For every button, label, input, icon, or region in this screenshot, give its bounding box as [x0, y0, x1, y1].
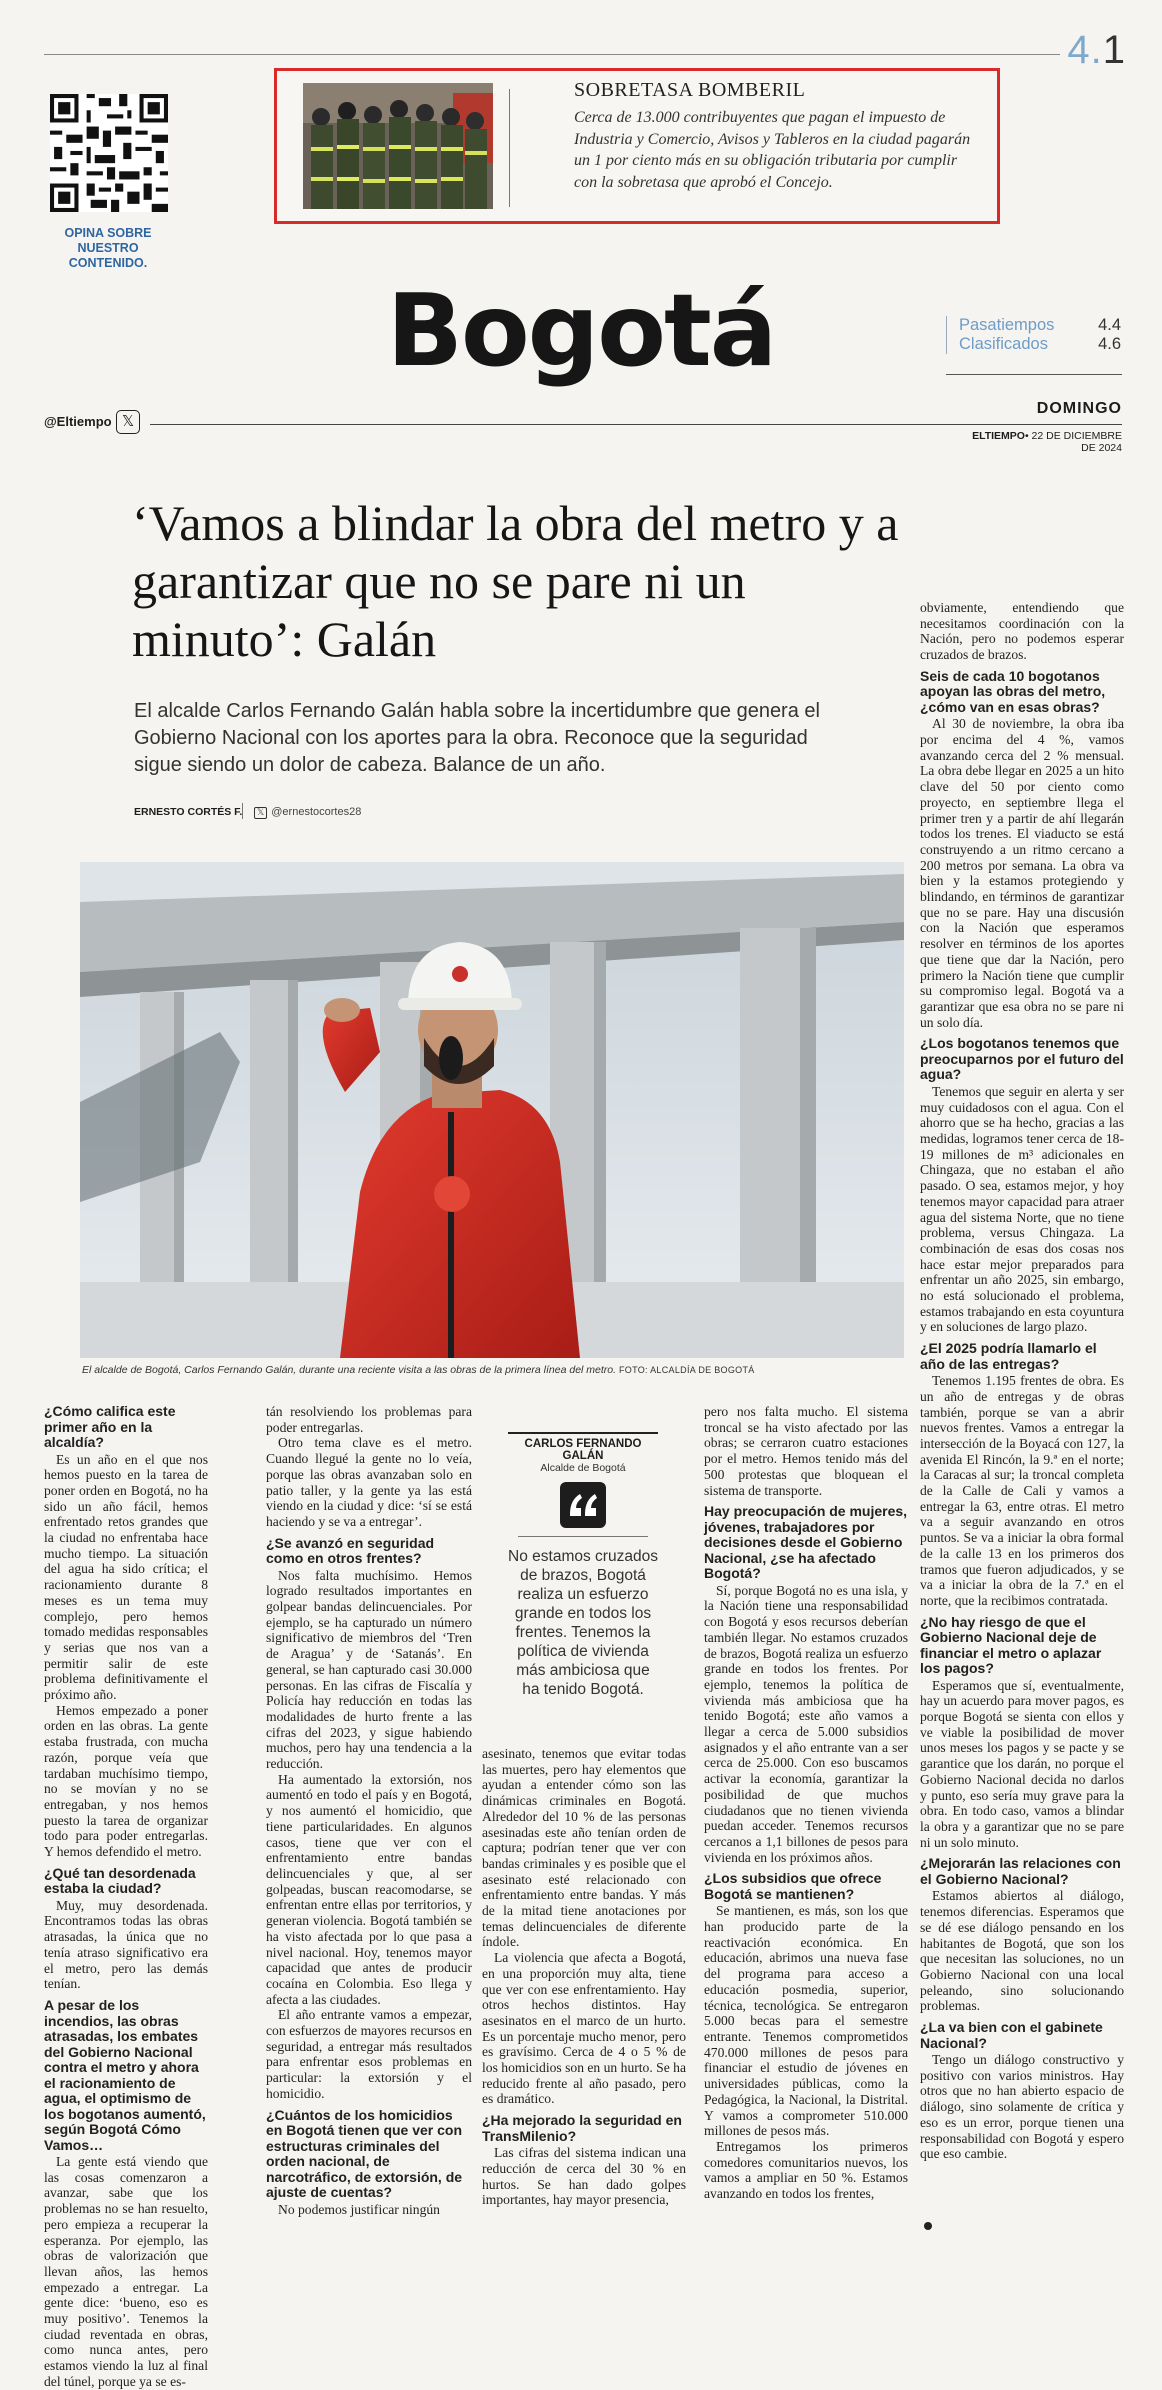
byline-divider: [242, 803, 243, 819]
section-index: [946, 316, 1129, 354]
quote-divider: [518, 1536, 648, 1537]
interview-paragraph: Esperamos que sí, eventualmente, hay un acuerdo para mover pagos, es porque Bogotá se sienta con ellos y ve viable la posibilidad de mover unos meses los pagos y se pacte y se garantice que los darán, no porque el Gobierno Nacional decida no darlos y punto, eso sería muy grave para la obra. En todo caso, vamos a blindar la obra y a garantizar que no se pare ni un solo minuto.: [920, 1677, 1124, 1850]
interview-paragraph: Tenemos 1.195 frentes de obra. Es un año de entregas y de obras también, porque se van a abrir nuevos frentes. Vamos a entregar la intersección de la Boyacá con 127, la avenida El Rincón, la 9.ª en el norte; la Caracas al sur; la troncal completa de la Calle de Cali y vamos a entregar la 63, entre otras. El metro va a seguir avanzando en otros puntos. Se va a iniciar la obra formal de la calle 13 en los primeros dos tramos que fueron adjudicados, y se va a iniciar la obra de la 7.ª en el norte, que la recibimos contratada.: [920, 1373, 1124, 1608]
interview-question: A pesar de los incendios, las obras atrasadas, los embates del Gobierno Nacional contra el metro y ahora el racionamiento de agua, el optimismo de los bogotanos aumentó, según Bogotá Cómo Vamos…: [44, 1997, 206, 2153]
promo-text: Cerca de 13.000 contribuyentes que pagan el impuesto de Industria y Comercio, Avisos y Tableros en la ciudad pagarán un 1 por ciento más en su obligación tributaria por cumplir con la sobretasa que aprobó el Concejo.: [574, 109, 971, 191]
dateline-brand: ELTIEMPO: [972, 430, 1025, 442]
end-mark: [924, 2222, 932, 2230]
interview-paragraph: tán resolviendo los problemas para poder entregarlas.: [266, 1404, 472, 1435]
interview-paragraph: Nos falta muchísimo. Hemos logrado resultados importantes en golpear bandas delincuenciales. Por ejemplo, se ha capturado un número significativo de miembros del ‘Tren de Aragua’ y de ‘Satanás’. En general, se han capturado casi 30.000 personas. En las cifras de Fiscalía y Policía hay reducción en todas las modalidades de hurto frente a las cifras del 2023, y sigue habiendo muchos, pero hay una tendencia a la reducción.: [266, 1567, 472, 1772]
x-logo-icon[interactable]: 𝕏: [116, 410, 140, 434]
article-column-5: [920, 600, 1124, 2162]
interview-paragraph: Hemos empezado a poner orden en las obras. La gente estaba frustrada, con mucha razón, porque veía que tardaban muchísimo tiempo, no se movían y no se entregaban, y nos hemos puesto la tarea de organizar todo para poder entregarlas. Y hemos defendido el metro.: [44, 1702, 208, 1860]
interview-question: ¿Los bogotanos tenemos que preocuparnos por el futuro del agua?: [920, 1035, 1124, 1083]
page-number-value: 1: [1102, 28, 1126, 72]
article-column-4: [704, 1404, 908, 2202]
article-author: ERNESTO CORTÉS F.: [134, 806, 243, 818]
qr-code-icon: [50, 94, 168, 212]
interview-paragraph: Tengo un diálogo constructivo y positivo con varios ministros. Hay otros que no han abierto espacio de diálogo, sino solamente de crítica y eso es un error, porque tienen una responsabilidad con Bogotá y espero que eso cambie.: [920, 2052, 1124, 2162]
interview-paragraph: Entregamos los primeros comedores comunitarios nuevos, los vamos a ampliar en 50 %. Estamos avanzando en todos los frentes,: [704, 2138, 908, 2202]
interview-question: ¿Mejorarán las relaciones con el Gobierno Nacional?: [920, 1855, 1121, 1887]
promo-title: SOBRETASA BOMBERIL: [574, 79, 806, 101]
index-label: Clasificados: [959, 335, 1048, 353]
interview-paragraph: El año entrante vamos a empezar, con esfuerzos de mayores recursos en seguridad, a entregar más resultados para enfrentar esos problemas en particular: la extorsión y el homicidio.: [266, 2007, 472, 2101]
dateline-date: • 22 DE DICIEMBRE DE 2024: [1024, 430, 1122, 454]
interview-paragraph: asesinato, tenemos que evitar todas las muertes, pero hay elementos que ayudan a entender cómo son las dinámicas criminales en Bogotá. Alrededor del 10 % de las personas asesinadas este año tenían orden de captura; podrían tener que ver con bandas criminales y es posible que el asesinato esté relacionado con enfrentamiento entre bandas. Y más de la mitad tiene anotaciones por temas delincuenciales de diferente índole.: [482, 1746, 686, 1950]
interview-paragraph: Tenemos que seguir en alerta y ser muy cuidadosos con el agua. Con el ahorro que se ha hecho, gracias a las medidas, logramos tener cerca de 18-19 millones de m³ adicionales en Chingaza, que no estaban el año pasado. O sea, estamos mejor, y hoy tenemos mayor capacidad para atraer agua del sistema Norte, que no tiene problema, versus Chingaza. La combinación de esas dos cosas nos hace estar mejor preparados para enfrentar un año 2025, sin embargo, no está solucionado el problema, estamos trabajando en esta coyuntura y en soluciones de largo plazo.: [920, 1083, 1124, 1335]
article-photo: [80, 862, 904, 1358]
promo-divider: [509, 89, 510, 207]
interview-paragraph: La violencia que afecta a Bogotá, en una proporción muy alta, tiene que ver con ese enfrentamiento. Hay otros hechos distintos. Hay asesinatos en el marco de un hurto. Es un porcentaje mucho menor, pero es gravísimo. Cerca de 4 o 5 % de los homicidios son en un hurto. Se ha reducido frente al año pasado, pero es dramático.: [482, 1950, 686, 2107]
top-rule: [44, 54, 1060, 55]
interview-paragraph: Las cifras del sistema indican una reducción de cerca del 30 % en hurtos. Se han dado golpes importantes, hay mayor presencia,: [482, 2145, 686, 2208]
interview-question: ¿Cómo califica este primer año en la alcaldía?: [44, 1403, 176, 1450]
dateline: [958, 430, 1122, 454]
interview-paragraph: obviamente, entendiendo que necesitamos coordinación con la Nación, pero no podemos esperar cruzados de brazos.: [920, 600, 1124, 663]
quote-text: No estamos cruzados de brazos, Bogotá realiza un esfuerzo grande en todos los frentes. Tenemos la política de vivienda más ambiciosa que ha tenido Bogotá.: [508, 1548, 658, 1698]
article-deck: El alcalde Carlos Fernando Galán habla sobre la incertidumbre que genera el Gobierno Nacional con los aportes para la obra. Reconoce que la seguridad sigue siendo un dolor de cabeza. Balance de un año.: [134, 700, 820, 776]
social-handle[interactable]: @Eltiempo: [44, 414, 112, 429]
x-small-icon: 𝕏: [254, 807, 267, 819]
interview-paragraph: Al 30 de noviembre, la obra iba por encima del 4 %, vamos avanzando cerca del 2 % mensual. La obra debe llegar en 2025 a un hito clave del 50 por ciento como proyecto, en septiembre llega el primer tren y a partir de ahí llegarán todos los trenes. El viaducto se está construyendo a un ritmo cercano a 200 metros por semana. La obra va bien y la estamos protegiendo y blindando, en términos de garantizar que no se pare. Hay una discusión con la Nación que esperamos resolver en términos de los aportes que tiene que dar la Nación, pero primero la Nación tiene que cumplir su compromiso legal. Bogotá va a garantizar que esa obra no se pare ni un solo día.: [920, 716, 1124, 1030]
interview-paragraph: Otro tema clave es el metro. Cuando llegué la gente no lo veía, porque las obras avanzaban solo en patio taller, y la gente ya las está viendo en la ciudad y dice: ‘sí se está haciendo y se va a entregar’.: [266, 1435, 472, 1529]
interview-question: ¿La va bien con el gabinete Nacional?: [920, 2019, 1103, 2051]
article-column-2: [266, 1404, 472, 2217]
interview-paragraph: La gente está viendo que las cosas comenzaron a avanzar, sabe que los problemas no se han resuelto, pero empieza a recuperar la esperanza. Por ejemplo, las obras de valorización que llevan años, las hemos empezado a entregar. La gente dice: ‘bueno, eso es muy positivo’. Tenemos la ciudad reventada en obras, como nunca antes, pero estamos viendo la luz al final del túnel, porque ya se es-: [44, 2154, 208, 2389]
interview-paragraph: pero nos falta mucho. El sistema troncal se ha visto afectado por las obras; se cerraron cuatro estaciones por el metro. Hemos tenido más del 500 protestas que bloquean el sistema de transporte.: [704, 1404, 908, 1498]
author-handle[interactable]: [254, 806, 361, 818]
author-handle-text: @ernestocortes28: [271, 806, 362, 818]
interview-question: ¿El 2025 podría llamarlo el año de las entregas?: [920, 1340, 1097, 1372]
index-item-pasatiempos[interactable]: [959, 316, 1129, 335]
interview-paragraph: No podemos justificar ningún: [278, 2201, 440, 2217]
section-masthead: Bogotá: [386, 272, 776, 389]
interview-paragraph: Es un año en el que nos hemos puesto en la tarea de poner orden en Bogotá, no ha sido un año fácil, hemos enfrentado retos grandes que la ciudad no enfrentaba hace mucho tiempo. La situación del agua ha sido crítica; el racionamiento durante 8 meses es un tema muy complejo, pero hemos tomado medidas responsables y serias que nos van a permitir salir de este problema definitivamente el próximo año.: [44, 1451, 208, 1703]
pull-quote: [508, 1432, 658, 1699]
caption-text: El alcalde de Bogotá, Carlos Fernando Galán, durante una reciente visita a las obras de la primera línea del metro.: [82, 1364, 617, 1376]
day-label: DOMINGO: [1036, 400, 1122, 417]
quote-name: CARLOS FERNANDO GALÁN: [508, 1432, 658, 1462]
interview-question: Seis de cada 10 bogotanos apoyan las obras del metro, ¿cómo van en esas obras?: [920, 667, 1106, 715]
qr-code[interactable]: [50, 94, 168, 212]
index-page: 4.4: [1098, 316, 1121, 334]
interview-question: ¿No hay riesgo de que el Gobierno Nacional deje de financiar el metro o aplazar los pagos?: [920, 1613, 1102, 1677]
index-page: 4.6: [1098, 335, 1121, 353]
interview-question: ¿Cuántos de los homicidios en Bogotá tienen que ver con estructuras criminales del orden nacional, de narcotráfico, de extorsión, de ajuste de cuentas?: [266, 2106, 463, 2201]
interview-paragraph: Ha aumentado la extorsión, nos aumentó en todo el país y en Bogotá, y nos aumentó el homicidio, que tiene particularidades. En algunos casos, tiene que ver con el enfrentamiento entre bandas delincuenciales y que, al ser golpeadas, buscan reacomodarse, se enfrentan entre ellas por territorios, y generan violencia. Bogotá también se ha visto afectada por lo que pasa a nivel nacional. Hoy, tenemos mayor capacidad que antes de producir cocaína en Colombia. Eso llega y afecta a las ciudades.: [266, 1771, 472, 2007]
section-number: 4.: [1067, 28, 1103, 72]
masthead-rule: [150, 424, 1122, 425]
article-headline: ‘Vamos a blindar la obra del metro y a garantizar que no se pare ni un minuto’: Galán: [132, 495, 899, 667]
interview-paragraph: Se mantienen, es más, son los que han producido parte de la reactivación económica. En educación, abrimos una nueva fase del programa para acceso a educación posmedia, superior, técnica, tecnológica. Se entregaron 5.000 becas para el semestre entrante. Tenemos comprometidos 470.000 millones de pesos para financiar el estudio de jóvenes en universidades públicas, como la Pedagógica, la Nacional, la Distrital. Y vamos a comprometer 510.000 millones de pesos más.: [704, 1903, 908, 2139]
index-item-clasificados[interactable]: [959, 335, 1129, 354]
interview-paragraph: Estamos abiertos al diálogo, tenemos diferencias. Esperamos que se dé ese diálogo pensando en los habitantes de Bogotá, que son los que necesitan las soluciones, no un Gobierno Nacional con una local peleando, sino solucionando problemas.: [920, 1888, 1124, 2014]
interview-paragraph: Muy, muy desordenada. Encontramos todas las obras atrasadas, la única que no tenía atraso significativo era el metro, pero las demás tenían.: [44, 1897, 208, 1992]
article-column-3: [482, 1746, 686, 2208]
interview-paragraph: Sí, porque Bogotá no es una isla, y la Nación tiene una responsabilidad con Bogotá y esos recursos deberían también llegar. No estamos cruzados de brazos, Bogotá realiza un esfuerzo grande en todos los frentes. Por ejemplo, tenemos la política de vivienda más ambiciosa que ha tenido Bogotá; este año vamos a llegar a cerca de 5.000 subsidios asignados y el año entrante van a ser cerca de 25.000. Con eso buscamos activar la economía, garantizar la posibilidad de que muchos ciudadanos que no tienen vivienda puedan acceder. Tenemos recursos cercanos a 1,1 billones de pesos para vivienda en los próximos años.: [704, 1582, 908, 1865]
page-number: [1067, 28, 1126, 73]
interview-question: ¿Los subsidios que ofrece Bogotá se mantienen?: [704, 1870, 882, 1902]
interview-question: Hay preocupación de mujeres, jóvenes, trabajadores por decisiones desde el Gobierno Nacional, ¿se ha afectado Bogotá?: [704, 1503, 908, 1582]
photo-credit: FOTO: ALCALDÍA DE BOGOTÁ: [618, 1365, 755, 1375]
index-label: Pasatiempos: [959, 316, 1055, 334]
article-column-1: [44, 1404, 208, 2390]
firefighters-photo: [303, 83, 493, 209]
photo-caption: [82, 1364, 902, 1376]
promo-box[interactable]: [274, 68, 1000, 224]
quote-role: Alcalde de Bogotá: [540, 1462, 626, 1474]
interview-question: ¿Ha mejorado la seguridad en TransMilenio?: [482, 2112, 682, 2144]
qr-label: OPINA SOBRE NUESTRO CONTENIDO.: [64, 226, 152, 270]
quote-mark-icon: [560, 1482, 606, 1528]
interview-question: ¿Qué tan desordenada estaba la ciudad?: [44, 1864, 196, 1897]
interview-question: ¿Se avanzó en seguridad como en otros frentes?: [266, 1534, 435, 1567]
index-rule: [946, 374, 1122, 375]
